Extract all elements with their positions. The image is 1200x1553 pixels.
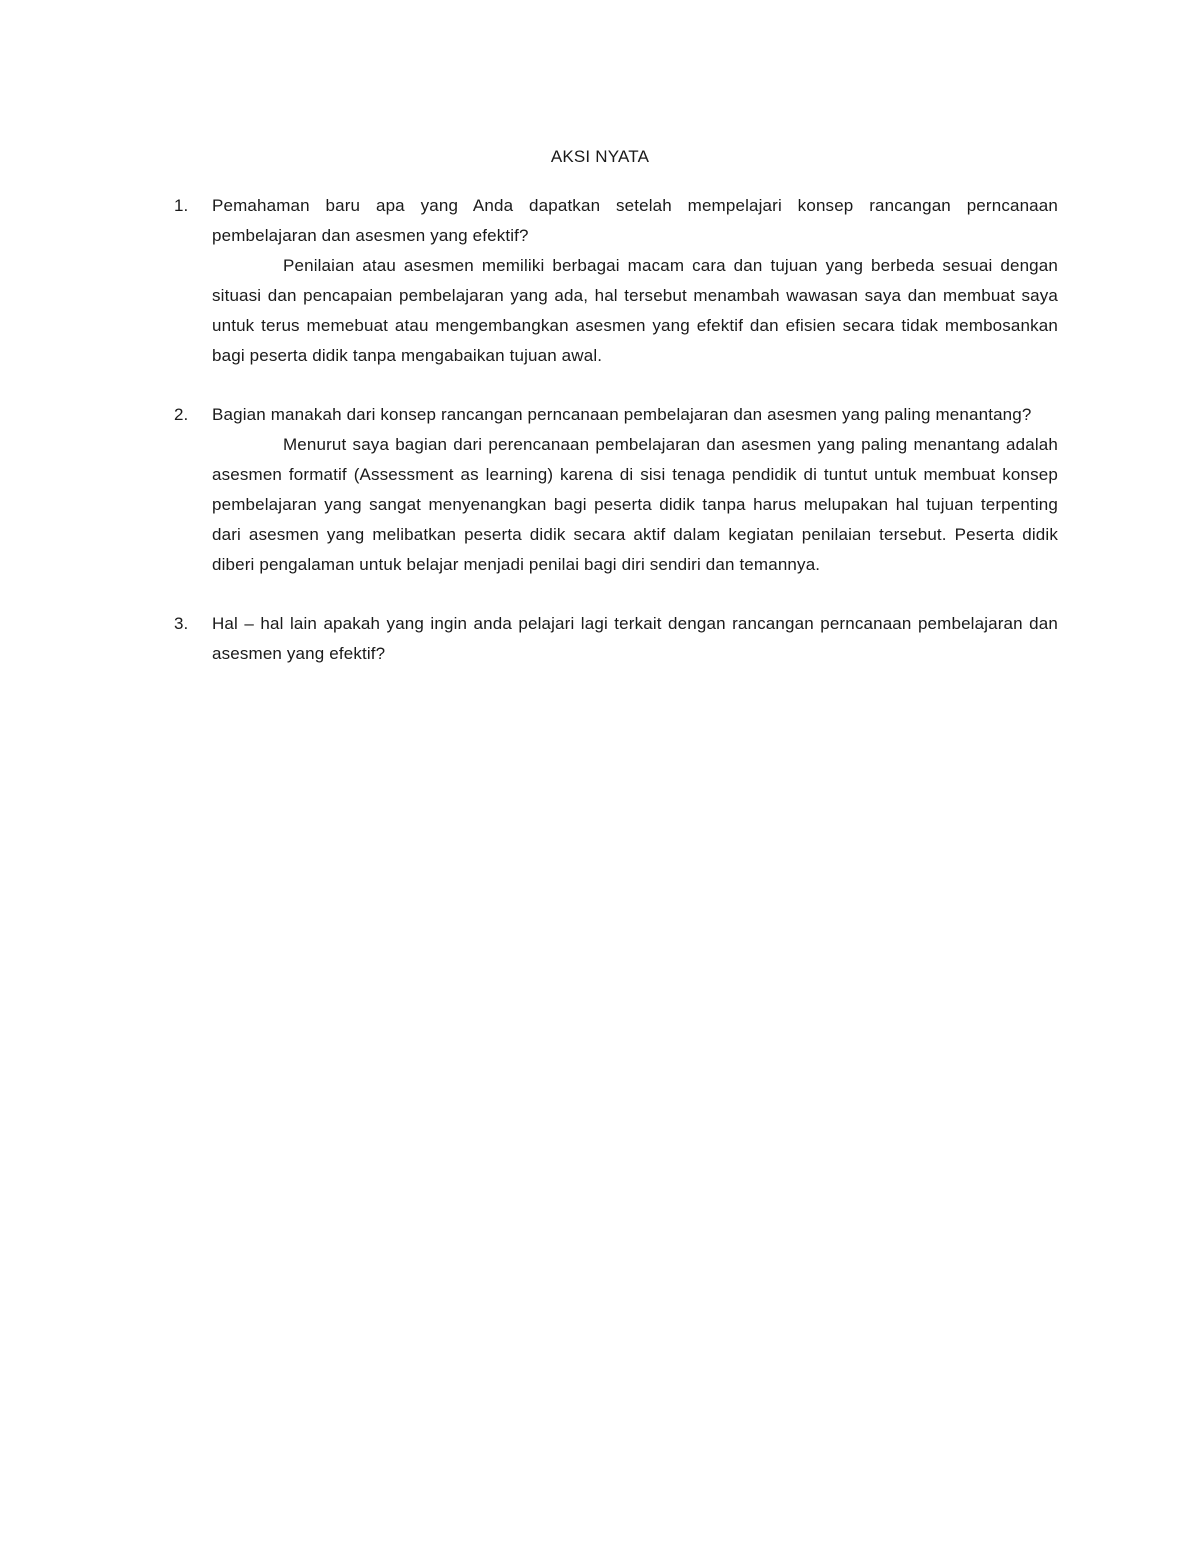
answer-text: Penilaian atau asesmen memiliki berbagai macam cara dan tujuan yang berbeda sesuai dengan situasi dan pencapaian pembelajaran yang ada, hal tersebut menambah wawasan saya dan membuat saya untuk terus memebuat atau mengembangkan asesmen yang efektif dan efisien secara tidak membosankan bagi peserta didik tanpa mengabaikan tujuan awal. <box>212 256 1058 365</box>
document-title: AKSI NYATA <box>550 147 650 166</box>
question-item-1 <box>174 191 1058 371</box>
item-number: 2. <box>174 405 189 424</box>
question-item-3 <box>174 609 1058 669</box>
question-item-2 <box>174 400 1058 580</box>
answer-text: Menurut saya bagian dari perencanaan pembelajaran dan asesmen yang paling menantang adalah asesmen formatif (Assessment as learning) karena di sisi tenaga pendidik di tuntut untuk membuat konsep pembelajaran yang sangat menyenangkan bagi peserta didik tanpa harus melupakan hal tujuan terpenting dari asesmen yang melibatkan peserta didik secara aktif dalam kegiatan penilaian tersebut. Peserta didik diberi pengalaman untuk belajar menjadi penilai bagi diri sendiri dan temannya. <box>212 435 1058 574</box>
item-number: 1. <box>174 196 189 215</box>
question-list <box>174 191 1058 698</box>
question-text: Hal – hal lain apakah yang ingin anda pelajari lagi terkait dengan rancangan perncanaan pembelajaran dan asesmen yang efektif? <box>212 614 1058 663</box>
question-text: Bagian manakah dari konsep rancangan perncanaan pembelajaran dan asesmen yang paling menantang? <box>212 405 1032 424</box>
item-number: 3. <box>174 614 189 633</box>
question-text: Pemahaman baru apa yang Anda dapatkan setelah mempelajari konsep rancangan perncanaan pembelajaran dan asesmen yang efektif? <box>212 196 1058 245</box>
